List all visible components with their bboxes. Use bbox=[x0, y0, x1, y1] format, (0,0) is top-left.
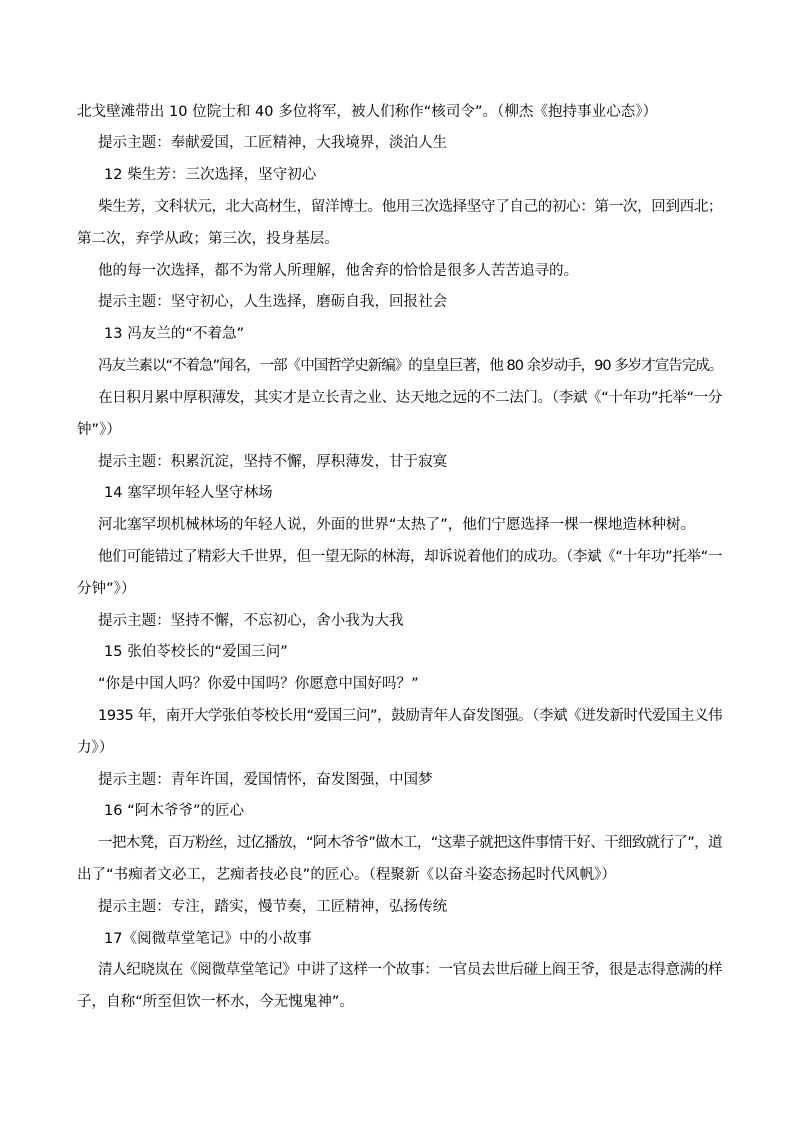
paragraph-line: 冯友兰素以“不着急”闻名，一部《中国哲学史新编》的皇皇巨著，他 80 余岁动手，90 多岁才宣告完成。 bbox=[98, 358, 723, 374]
paragraph-line: 在日积月累中厚积薄发，其实才是立长青之业、达天地之远的不二法门。（李斌《“十年功”托举“一分 bbox=[98, 390, 723, 406]
theme-hint: 提示主题：坚持不懈，不忘初心，舍小我为大我 bbox=[98, 613, 404, 629]
theme-hint: 提示主题：积累沉淀，坚持不懈，厚积薄发，甘于寂寞 bbox=[98, 454, 448, 470]
paragraph-line: 他的每一次选择，都不为常人所理解，他舍弃的恰恰是很多人苦苦追寻的。 bbox=[98, 263, 579, 279]
section-heading: 13 冯友兰的“不着急” bbox=[104, 326, 245, 342]
paragraph-line: 力》） bbox=[77, 740, 114, 756]
paragraph-line: 钟”》） bbox=[77, 422, 121, 438]
paragraph-line: 他们可能错过了精彩大千世界，但一望无际的林海，却诉说着他们的成功。（李斌《“十年功”托举“一 bbox=[98, 549, 723, 565]
paragraph-line: 柴生芳，文科状元，北大高材生，留洋博士。他用三次选择坚守了自己的初心：第一次，回到西北； bbox=[98, 199, 723, 215]
section-heading: 17《阅微草堂笔记》中的小故事 bbox=[104, 931, 312, 947]
paragraph-line: 第二次，弃学从政；第三次，投身基层。 bbox=[77, 231, 339, 247]
theme-hint: 提示主题：专注，踏实，慢节奏，工匠精神，弘扬传统 bbox=[98, 899, 448, 915]
paragraph-line: 分钟”》） bbox=[77, 581, 136, 597]
section-heading: 16 “阿木爷爷”的匠心 bbox=[104, 803, 245, 819]
section-heading: 14 塞罕坝年轻人坚守林场 bbox=[104, 485, 273, 501]
theme-hint: 提示主题：奉献爱国，工匠精神，大我境界，淡泊人生 bbox=[98, 135, 448, 151]
paragraph-line: “你是中国人吗？你爱中国吗？你愿意中国好吗？” bbox=[98, 676, 419, 692]
paragraph-line: 出了“书痴者文必工，艺痴者技必良”的匠心。（程聚新《以奋斗姿态扬起时代风帆》） bbox=[77, 867, 616, 883]
paragraph-line: 清人纪晓岚在《阅微草堂笔记》中讲了这样一个故事：一官员去世后碰上阎王爷，很是志得意满的样 bbox=[98, 962, 723, 978]
paragraph-line: 子，自称“所至但饮一杯水，今无愧鬼神”。 bbox=[77, 994, 355, 1010]
section-heading: 15 张伯苓校长的“爱国三问” bbox=[104, 644, 288, 660]
paragraph-line: 1935 年，南开大学张伯苓校长用“爱国三问”，鼓励青年人奋发图强。（李斌《迸发新时代爱国主义伟 bbox=[98, 708, 723, 724]
paragraph-line: 一把木凳，百万粉丝，过亿播放，“阿木爷爷”做木工，“这辈子就把这件事情干好、干细致就行了”，道 bbox=[98, 835, 722, 851]
theme-hint: 提示主题：青年许国，爱国情怀，奋发图强，中国梦 bbox=[98, 772, 433, 788]
paragraph-line: 北戈壁滩带出 10 位院士和 40 多位将军，被人们称作“核司令”。（柳杰《抱持事业心态》） bbox=[77, 104, 658, 120]
paragraph-line: 河北塞罕坝机械林场的年轻人说，外面的世界“太热了”，他们宁愿选择一棵一棵地造林种树。 bbox=[98, 517, 696, 533]
theme-hint: 提示主题：坚守初心，人生选择，磨砺自我，回报社会 bbox=[98, 294, 448, 310]
section-heading: 12 柴生芳：三次选择，坚守初心 bbox=[104, 167, 317, 183]
